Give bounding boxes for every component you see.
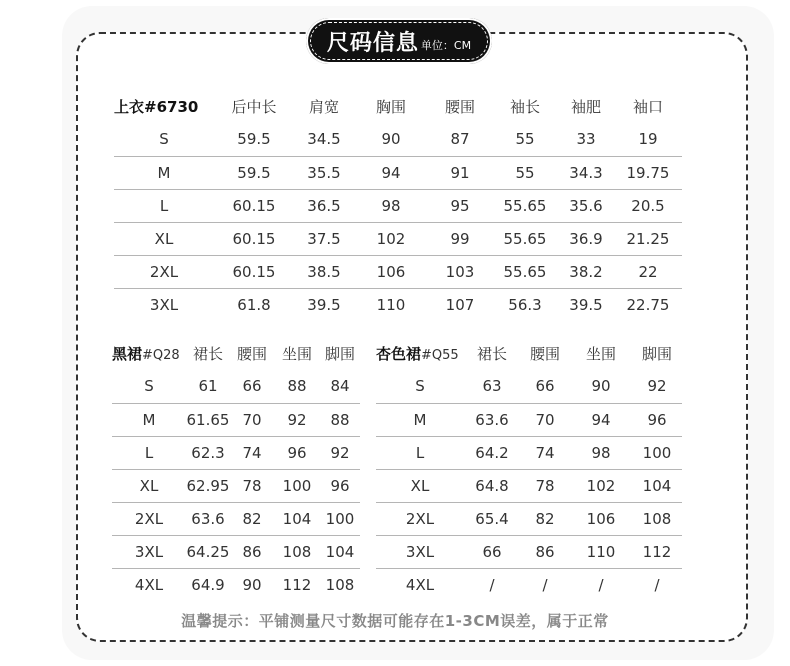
table-cell: 64.25 bbox=[186, 542, 230, 561]
title-badge bbox=[306, 18, 492, 64]
table-cell: 86 bbox=[242, 542, 262, 561]
size-label: M bbox=[413, 410, 427, 429]
table-header-row bbox=[114, 90, 682, 123]
table-cell: 74 bbox=[242, 443, 262, 462]
column-header: 胸围 bbox=[375, 98, 406, 116]
table-row bbox=[376, 436, 682, 469]
table-row bbox=[112, 502, 360, 535]
table-cell: 84 bbox=[330, 377, 350, 396]
column-header: 后中长 bbox=[231, 98, 277, 116]
table-cell: 60.15 bbox=[232, 229, 276, 248]
table-cell: 102 bbox=[586, 476, 616, 495]
table-cell: 66 bbox=[482, 542, 502, 561]
table-cell: 108 bbox=[282, 542, 312, 561]
column-header: 袖肥 bbox=[570, 98, 601, 116]
table-cell: 55.65 bbox=[503, 229, 547, 248]
table-cell: 99 bbox=[450, 229, 470, 248]
page-title: 尺码信息 bbox=[326, 30, 419, 56]
table-cell: 106 bbox=[586, 509, 616, 528]
size-label: 2XL bbox=[134, 509, 164, 528]
table-row bbox=[112, 403, 360, 436]
size-label: L bbox=[415, 443, 425, 462]
table-header-row bbox=[376, 337, 682, 370]
table-row bbox=[112, 535, 360, 568]
table-cell: 92 bbox=[287, 410, 307, 429]
apricot-skirt-table bbox=[376, 337, 682, 601]
table-cell: 62.95 bbox=[186, 476, 230, 495]
table-cell: 100 bbox=[325, 509, 355, 528]
table-row bbox=[114, 222, 682, 255]
size-label: L bbox=[159, 196, 169, 215]
size-label: XL bbox=[410, 476, 430, 495]
table-cell: 66 bbox=[535, 377, 555, 396]
table-cell: 90 bbox=[242, 575, 262, 594]
table-row bbox=[376, 403, 682, 436]
unit-label: 单位：CM bbox=[420, 39, 472, 52]
table-cell: 19 bbox=[638, 130, 658, 149]
table-cell: 96 bbox=[287, 443, 307, 462]
size-label: 4XL bbox=[405, 575, 435, 594]
table-cell: 20.5 bbox=[631, 196, 665, 215]
table-cell: 60.15 bbox=[232, 262, 276, 281]
column-header: 腰围 bbox=[529, 345, 560, 363]
table-cell: 82 bbox=[242, 509, 262, 528]
column-header: 脚围 bbox=[641, 345, 672, 363]
table-cell: 63.6 bbox=[475, 410, 509, 429]
table-cell: 55.65 bbox=[503, 196, 547, 215]
column-header: 腰围 bbox=[236, 345, 267, 363]
table-cell: 103 bbox=[445, 262, 475, 281]
table-cell: 56.3 bbox=[508, 295, 542, 314]
table-row bbox=[376, 469, 682, 502]
table-row bbox=[376, 502, 682, 535]
size-label: 2XL bbox=[405, 509, 435, 528]
top-table-title: 上衣#6730 bbox=[114, 98, 199, 116]
black-skirt-table bbox=[112, 337, 360, 601]
table-cell: 112 bbox=[642, 542, 672, 561]
table-cell: / bbox=[598, 575, 604, 594]
size-label: 3XL bbox=[149, 295, 179, 314]
table-cell: 82 bbox=[535, 509, 555, 528]
table-cell: 110 bbox=[586, 542, 616, 561]
table-cell: 88 bbox=[330, 410, 350, 429]
table-cell: 96 bbox=[647, 410, 667, 429]
table-cell: 108 bbox=[325, 575, 355, 594]
table-cell: / bbox=[489, 575, 495, 594]
table-cell: 55 bbox=[515, 163, 535, 182]
table-cell: 70 bbox=[535, 410, 555, 429]
table-cell: 19.75 bbox=[626, 163, 670, 182]
table-cell: 38.5 bbox=[307, 262, 341, 281]
size-label: 2XL bbox=[149, 262, 179, 281]
table-cell: 95 bbox=[450, 196, 470, 215]
table-cell: 94 bbox=[381, 163, 401, 182]
table-cell: 35.6 bbox=[569, 196, 603, 215]
table-cell: 61.8 bbox=[237, 295, 271, 314]
table-cell: 110 bbox=[376, 295, 406, 314]
table-cell: 104 bbox=[325, 542, 355, 561]
table-cell: 59.5 bbox=[237, 130, 271, 149]
table-row bbox=[112, 469, 360, 502]
apricot-table-title: 杏色裙#Q55 bbox=[376, 345, 459, 363]
table-cell: 100 bbox=[282, 476, 312, 495]
size-label: M bbox=[157, 163, 171, 182]
top-size-table bbox=[114, 90, 682, 321]
table-row bbox=[114, 156, 682, 189]
size-label: XL bbox=[139, 476, 159, 495]
table-cell: 96 bbox=[330, 476, 350, 495]
table-cell: 92 bbox=[647, 377, 667, 396]
table-cell: 98 bbox=[381, 196, 401, 215]
table-cell: 112 bbox=[282, 575, 312, 594]
table-row bbox=[114, 189, 682, 222]
table-cell: 37.5 bbox=[307, 229, 341, 248]
size-label: S bbox=[159, 130, 169, 149]
table-cell: 55.65 bbox=[503, 262, 547, 281]
size-label: XL bbox=[154, 229, 174, 248]
table-cell: 100 bbox=[642, 443, 672, 462]
table-cell: 22 bbox=[638, 262, 658, 281]
column-header: 裙长 bbox=[192, 345, 223, 363]
table-cell: 61 bbox=[198, 377, 218, 396]
table-cell: 36.9 bbox=[569, 229, 603, 248]
table-cell: 106 bbox=[376, 262, 406, 281]
table-cell: 35.5 bbox=[307, 163, 341, 182]
size-label: 3XL bbox=[405, 542, 435, 561]
table-cell: 102 bbox=[376, 229, 406, 248]
table-cell: 94 bbox=[591, 410, 611, 429]
size-label: 4XL bbox=[134, 575, 164, 594]
table-cell: 61.65 bbox=[186, 410, 230, 429]
table-cell: 78 bbox=[535, 476, 555, 495]
column-header: 腰围 bbox=[444, 98, 475, 116]
table-cell: 78 bbox=[242, 476, 262, 495]
table-cell: 65.4 bbox=[475, 509, 509, 528]
size-label: S bbox=[415, 377, 425, 396]
table-cell: 63.6 bbox=[191, 509, 225, 528]
table-cell: 64.2 bbox=[475, 443, 509, 462]
table-cell: 34.3 bbox=[569, 163, 603, 182]
table-cell: 62.3 bbox=[191, 443, 225, 462]
table-row bbox=[112, 370, 360, 403]
table-cell: 34.5 bbox=[307, 130, 341, 149]
column-header: 袖长 bbox=[509, 98, 540, 116]
size-label: 3XL bbox=[134, 542, 164, 561]
column-header: 坐围 bbox=[585, 345, 616, 363]
table-cell: 39.5 bbox=[307, 295, 341, 314]
table-cell: 33 bbox=[576, 130, 596, 149]
table-cell: 66 bbox=[242, 377, 262, 396]
size-label: S bbox=[144, 377, 154, 396]
table-cell: 70 bbox=[242, 410, 262, 429]
table-cell: 64.9 bbox=[191, 575, 225, 594]
size-label: M bbox=[142, 410, 156, 429]
table-cell: 98 bbox=[591, 443, 611, 462]
size-label: L bbox=[144, 443, 154, 462]
table-cell: 92 bbox=[330, 443, 350, 462]
table-cell: 104 bbox=[282, 509, 312, 528]
table-row bbox=[376, 370, 682, 403]
table-cell: / bbox=[542, 575, 548, 594]
table-cell: 74 bbox=[535, 443, 555, 462]
table-cell: 21.25 bbox=[626, 229, 670, 248]
table-cell: 88 bbox=[287, 377, 307, 396]
table-cell: 91 bbox=[450, 163, 470, 182]
table-row bbox=[376, 568, 682, 601]
table-cell: 90 bbox=[591, 377, 611, 396]
table-cell: 104 bbox=[642, 476, 672, 495]
table-cell: 22.75 bbox=[626, 295, 670, 314]
table-cell: 55 bbox=[515, 130, 535, 149]
column-header: 袖口 bbox=[632, 98, 663, 116]
table-row bbox=[114, 255, 682, 288]
table-cell: 86 bbox=[535, 542, 555, 561]
table-row bbox=[112, 568, 360, 601]
table-cell: 90 bbox=[381, 130, 401, 149]
table-row bbox=[376, 535, 682, 568]
black-table-title: 黑裙#Q28 bbox=[112, 345, 180, 363]
table-row bbox=[114, 123, 682, 156]
column-header: 坐围 bbox=[281, 345, 312, 363]
table-cell: 39.5 bbox=[569, 295, 603, 314]
table-cell: 60.15 bbox=[232, 196, 276, 215]
column-header: 肩宽 bbox=[308, 98, 339, 116]
table-row bbox=[112, 436, 360, 469]
table-cell: 107 bbox=[445, 295, 475, 314]
table-row bbox=[114, 288, 682, 321]
table-cell: 59.5 bbox=[237, 163, 271, 182]
table-cell: / bbox=[654, 575, 660, 594]
table-cell: 64.8 bbox=[475, 476, 509, 495]
table-cell: 63 bbox=[482, 377, 502, 396]
table-cell: 87 bbox=[450, 130, 470, 149]
measurement-note: 温馨提示：平铺测量尺寸数据可能存在1-3CM误差，属于正常 bbox=[181, 612, 609, 630]
table-cell: 38.2 bbox=[569, 262, 603, 281]
table-cell: 108 bbox=[642, 509, 672, 528]
table-cell: 36.5 bbox=[307, 196, 341, 215]
column-header: 裙长 bbox=[476, 345, 507, 363]
table-header-row bbox=[112, 337, 360, 370]
column-header: 脚围 bbox=[324, 345, 355, 363]
